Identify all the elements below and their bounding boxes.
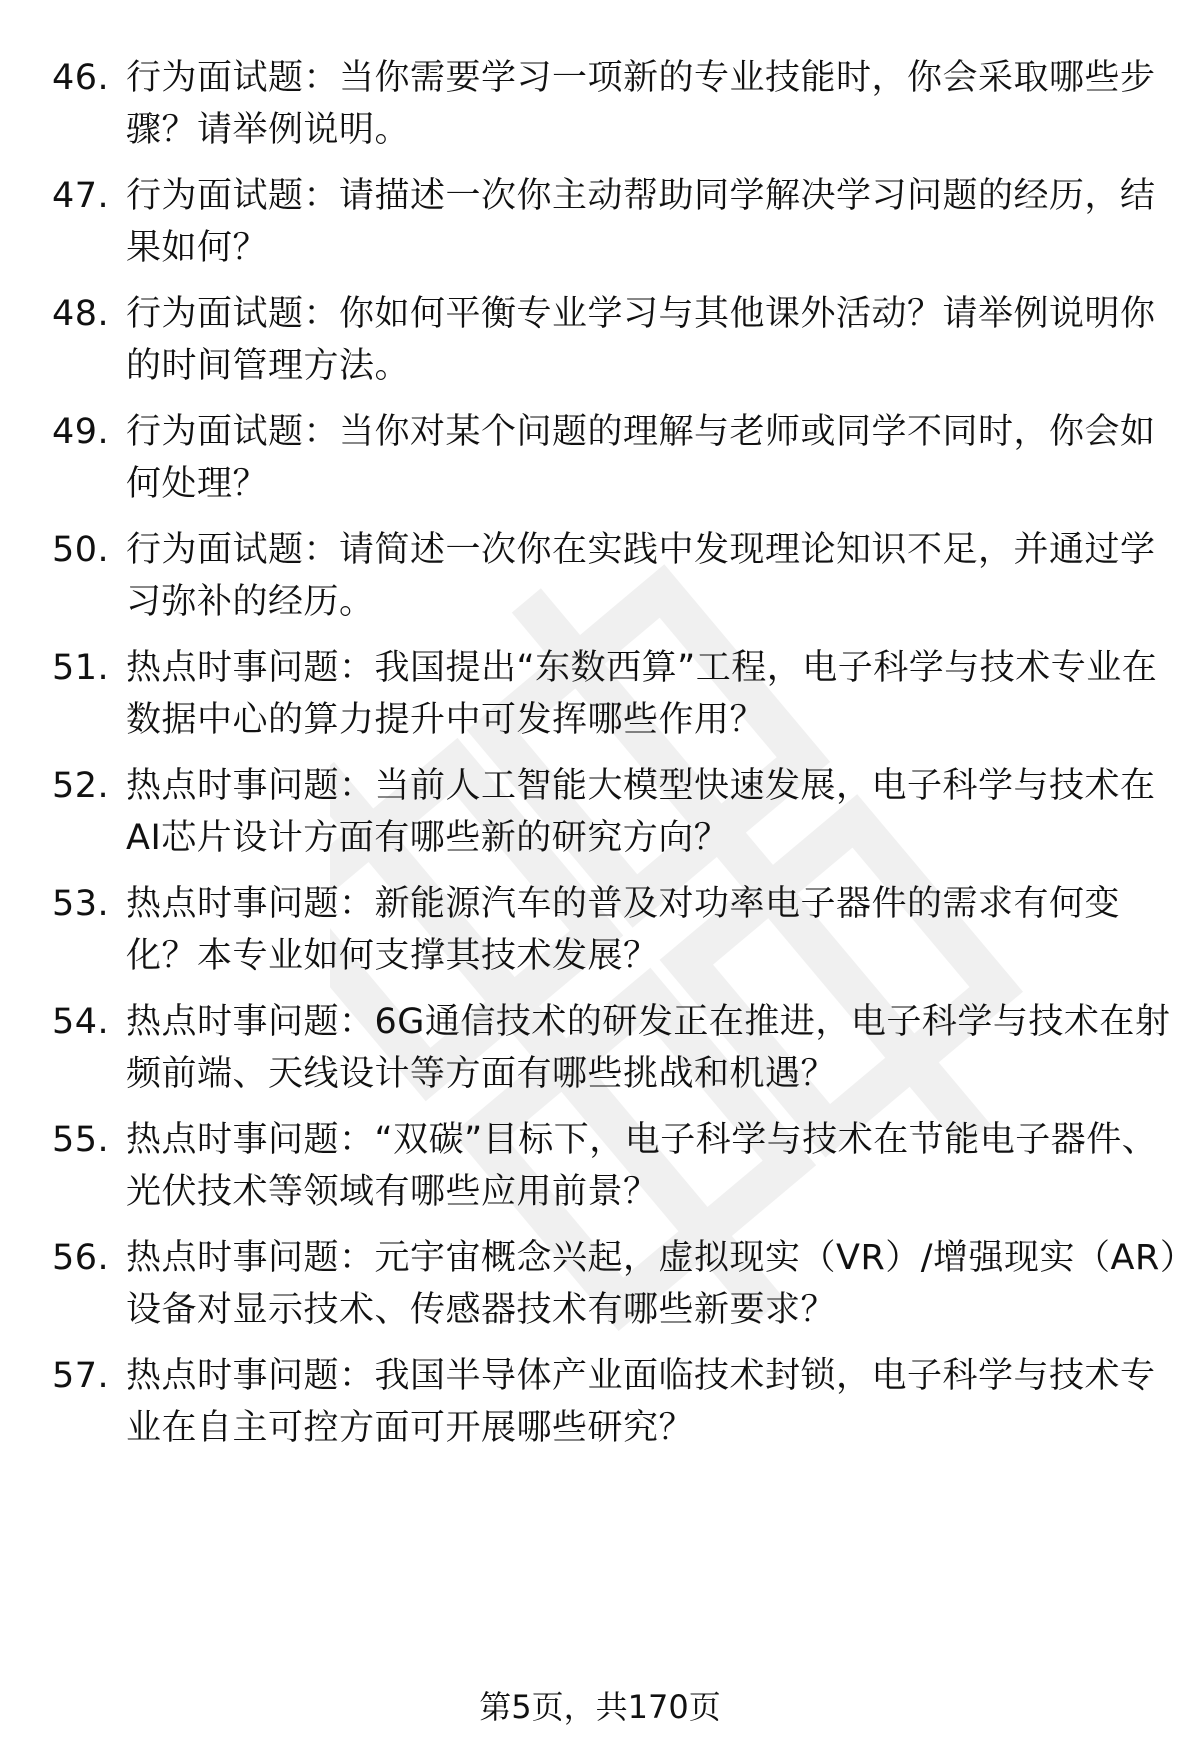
question-text: 热点时事问题：当前人工智能大模型快速发展，电子科学与技术在AI芯片设计方面有哪些新的研究方向？	[126, 766, 1156, 858]
question-number: 52.	[52, 766, 110, 806]
question-number: 47.	[52, 176, 110, 216]
list-item	[52, 642, 1162, 746]
question-number: 57.	[52, 1356, 110, 1396]
list-item	[52, 1350, 1162, 1454]
question-text: 行为面试题：请简述一次你在实践中发现理论知识不足，并通过学习弥补的经历。	[126, 530, 1156, 622]
list-item	[52, 1232, 1178, 1336]
question-number: 53.	[52, 884, 110, 924]
list-item	[52, 1114, 1162, 1218]
question-number: 55.	[52, 1120, 110, 1160]
question-number: 46.	[52, 58, 110, 98]
list-item	[52, 52, 1162, 156]
list-item	[52, 760, 1162, 864]
question-number: 56.	[52, 1238, 110, 1278]
question-number: 54.	[52, 1002, 110, 1042]
question-text: 行为面试题：当你对某个问题的理解与老师或同学不同时，你会如何处理？	[126, 412, 1156, 504]
list-item	[52, 524, 1162, 628]
question-text: 热点时事问题：6G通信技术的研发正在推进，电子科学与技术在射频前端、天线设计等方面有哪些挑战和机遇？	[126, 1002, 1171, 1094]
list-item	[52, 996, 1171, 1100]
question-text: 热点时事问题：我国提出“东数西算”工程，电子科学与技术专业在数据中心的算力提升中可发挥哪些作用？	[126, 648, 1158, 740]
question-number: 49.	[52, 412, 110, 452]
list-item	[52, 288, 1162, 392]
question-number: 51.	[52, 648, 110, 688]
list-item	[52, 406, 1162, 510]
question-text: 行为面试题：你如何平衡专业学习与其他课外活动？请举例说明你的时间管理方法。	[126, 294, 1156, 386]
question-text: 行为面试题：请描述一次你主动帮助同学解决学习问题的经历，结果如何？	[126, 176, 1156, 268]
question-text: 热点时事问题：“双碳”目标下，电子科学与技术在节能电子器件、光伏技术等领域有哪些应用前景？	[126, 1120, 1158, 1212]
list-item	[52, 170, 1162, 274]
page-footer: 第5页，共170页	[479, 1688, 721, 1726]
question-text: 热点时事问题：新能源汽车的普及对功率电子器件的需求有何变化？本专业如何支撑其技术发展？	[126, 884, 1121, 976]
question-number: 48.	[52, 294, 110, 334]
question-text: 行为面试题：当你需要学习一项新的专业技能时，你会采取哪些步骤？请举例说明。	[126, 58, 1156, 150]
question-text: 热点时事问题：我国半导体产业面临技术封锁，电子科学与技术专业在自主可控方面可开展哪些研究？	[126, 1356, 1156, 1448]
question-text: 热点时事问题：元宇宙概念兴起，虚拟现实（VR）/增强现实（AR）设备对显示技术、传感器技术有哪些新要求？	[126, 1238, 1178, 1330]
list-item	[52, 878, 1162, 982]
question-number: 50.	[52, 530, 110, 570]
